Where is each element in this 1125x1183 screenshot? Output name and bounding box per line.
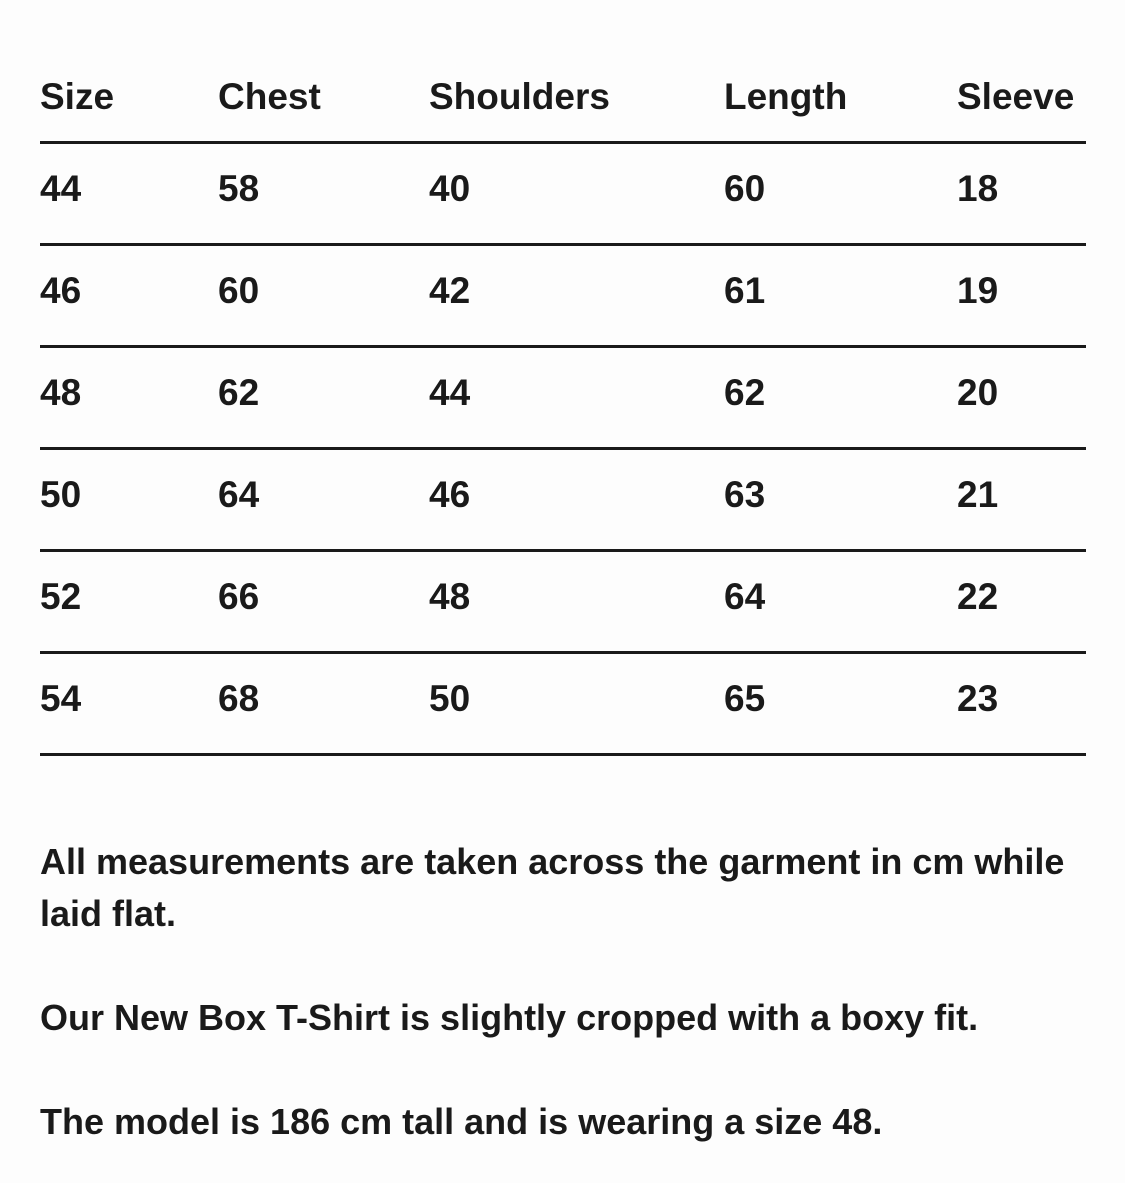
cell-shoulders: 42: [429, 270, 471, 311]
cell-length: 60: [724, 168, 766, 209]
model-note: The model is 186 cm tall and is wearing a size 48.: [40, 1101, 883, 1142]
cell-length: 65: [724, 678, 766, 719]
cell-length: 64: [724, 576, 766, 617]
cell-chest: 64: [218, 474, 260, 515]
cell-size: 54: [40, 678, 82, 719]
header-size: Size: [40, 76, 115, 117]
table-row: [40, 348, 1086, 450]
cell-length: 63: [724, 474, 766, 515]
header-chest: Chest: [218, 76, 321, 117]
cell-size: 46: [40, 270, 82, 311]
cell-shoulders: 40: [429, 168, 471, 209]
cell-sleeve: 23: [957, 678, 999, 719]
cell-size: 52: [40, 576, 82, 617]
cell-sleeve: 18: [957, 168, 999, 209]
table-header-row: [40, 56, 1086, 144]
cell-chest: 58: [218, 168, 260, 209]
table-row: [40, 654, 1086, 756]
cell-shoulders: 46: [429, 474, 471, 515]
cell-sleeve: 21: [957, 474, 999, 515]
fit-notes: [40, 836, 1080, 1148]
table-row: [40, 450, 1086, 552]
cell-sleeve: 20: [957, 372, 999, 413]
cell-shoulders: 48: [429, 576, 471, 617]
table-row: [40, 552, 1086, 654]
cell-chest: 62: [218, 372, 260, 413]
table-row: [40, 246, 1086, 348]
header-sleeve: Sleeve: [957, 76, 1075, 117]
cell-size: 50: [40, 474, 82, 515]
measurement-note: All measurements are taken across the garment in cm while laid flat.: [40, 841, 1065, 934]
cell-chest: 66: [218, 576, 260, 617]
cell-length: 61: [724, 270, 766, 311]
fit-note: Our New Box T-Shirt is slightly cropped with a boxy fit.: [40, 997, 979, 1038]
size-table: [40, 56, 1086, 756]
cell-shoulders: 50: [429, 678, 471, 719]
table-row: [40, 144, 1086, 246]
cell-shoulders: 44: [429, 372, 471, 413]
header-shoulders: Shoulders: [429, 76, 610, 117]
cell-sleeve: 22: [957, 576, 999, 617]
cell-size: 44: [40, 168, 82, 209]
cell-size: 48: [40, 372, 82, 413]
header-length: Length: [724, 76, 848, 117]
cell-sleeve: 19: [957, 270, 999, 311]
cell-chest: 60: [218, 270, 260, 311]
cell-length: 62: [724, 372, 766, 413]
cell-chest: 68: [218, 678, 260, 719]
